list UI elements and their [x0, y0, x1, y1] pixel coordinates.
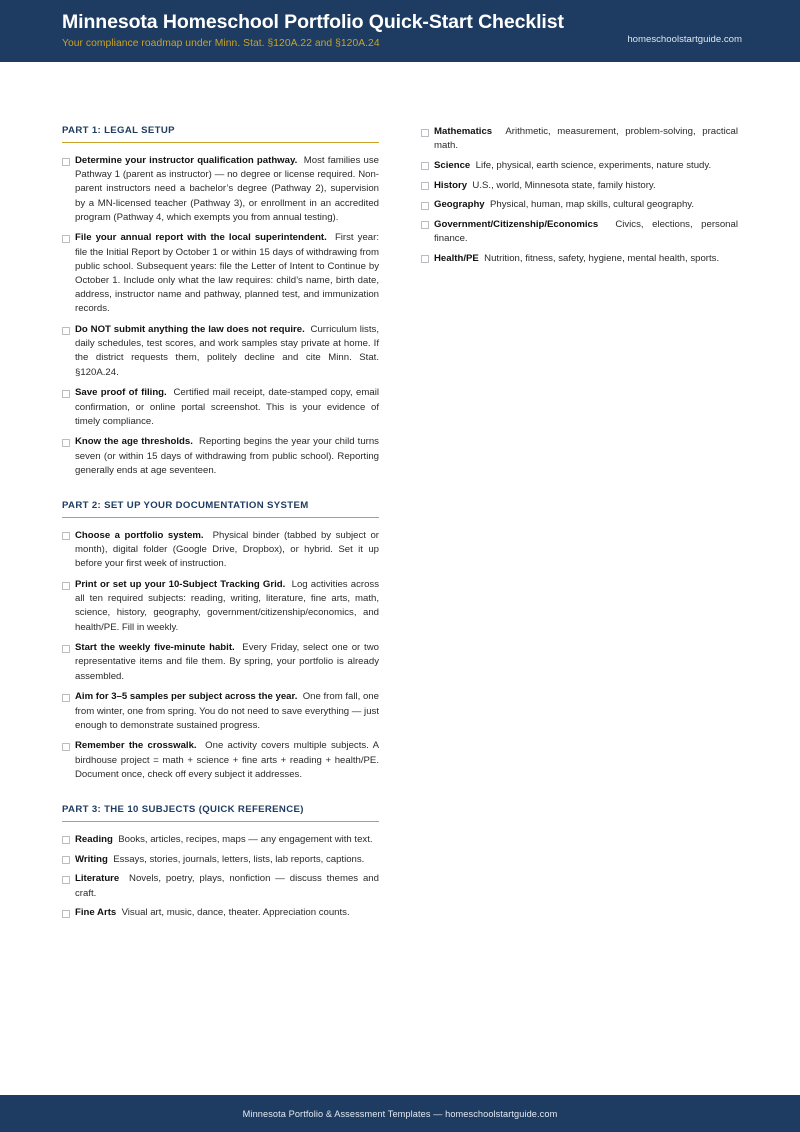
checklist-item-body: Books, articles, recipes, maps — any engagement with text. [118, 833, 373, 845]
checklist-item-body: Visual art, music, dance, theater. Appreciation counts. [121, 907, 350, 919]
checklist-item[interactable] [62, 323, 379, 380]
checklist-item-body: Every Friday, select one or two representative items and file them. By spring, your portfolio is already assembled. [75, 642, 379, 682]
checklist-item-lead: Start the weekly five-minute habit. [75, 642, 235, 654]
checklist-item-body: Most families use Pathway 1 (parent as instructor) — no degree or license required. Non-parent instructors need a bachelor’s degree (Pathway 2), supervision by a MN-licensed teacher (Pathway 3), or enrollment in an accredited program (Pathway 4, which exempts you from annual testing). [75, 155, 379, 223]
section-heading-part3: PART 3: THE 10 SUBJECTS (QUICK REFERENCE) [62, 804, 379, 822]
checkbox-icon[interactable] [62, 856, 70, 864]
checklist-item-lead: File your annual report with the local superintendent. [75, 232, 327, 244]
checkbox-icon[interactable] [62, 743, 70, 751]
checklist-item-lead: Reading [75, 833, 113, 845]
checklist-item-lead: Remember the crosswalk. [75, 740, 197, 752]
checklist-item-body: Curriculum lists, daily schedules, test scores, and work samples stay private at home. If the district requests them, politely decline and cite Minn. Stat. §120A.24. [75, 324, 379, 378]
checklist-item[interactable] [62, 386, 379, 429]
checklist-item-lead: Fine Arts [75, 907, 117, 919]
checklist-item-body: Novels, poetry, plays, nonfiction — discuss themes and craft. [75, 873, 379, 899]
checklist-item[interactable] [421, 125, 738, 153]
checklist-item[interactable] [62, 641, 379, 684]
checklist-item-lead: Writing [75, 853, 108, 865]
section-heading-part2: PART 2: SET UP YOUR DOCUMENTATION SYSTEM [62, 500, 379, 518]
checklist-item-text [434, 179, 738, 193]
checkbox-icon[interactable] [62, 910, 70, 918]
checklist-item[interactable] [62, 435, 379, 478]
checklist-item[interactable] [62, 690, 379, 733]
checkbox-icon[interactable] [62, 582, 70, 590]
checklist-item-lead: Science [434, 159, 471, 171]
checkbox-icon[interactable] [62, 327, 70, 335]
checklist-item-text [75, 853, 379, 867]
checkbox-icon[interactable] [62, 235, 70, 243]
checkbox-icon[interactable] [421, 202, 429, 210]
page-header [0, 0, 800, 62]
checklist-item-body: Life, physical, earth science, experiments, nature study. [475, 159, 712, 171]
checklist-item-body: Nutrition, fitness, safety, hygiene, mental health, sports. [484, 252, 720, 264]
checklist-item-body: Arithmetic, measurement, problem-solving, practical math. [434, 126, 738, 152]
page-footer [0, 1095, 800, 1132]
checklist-item-text [75, 690, 379, 733]
checkbox-icon[interactable] [62, 390, 70, 398]
checklist-item-lead: Print or set up your 10-Subject Tracking Grid. [75, 579, 286, 590]
checklist-item-body: Physical binder (tabbed by subject or month), digital folder (Google Drive, Dropbox), or hybrid. Set it up before your first week of instruction. [75, 529, 379, 570]
checklist-item-text [75, 435, 379, 478]
checklist-item-body: Civics, elections, personal finance. [434, 218, 738, 245]
checklist-item[interactable] [62, 906, 379, 920]
checkbox-icon[interactable] [421, 162, 429, 170]
checklist-item-body: Log activities across all ten required subjects: reading, writing, literature, fine arts, math, science, history, geography, government/citizenship/economics, and health/PE. Fill in weekly. [75, 579, 379, 633]
checklist-item-text [75, 833, 379, 847]
checklist-item-text [75, 739, 379, 782]
checklist-item-text [75, 386, 379, 429]
checklist-item-text [75, 154, 379, 225]
checklist-item-text [75, 578, 379, 635]
checklist-item-lead: Government/Citizenship/Economics [434, 218, 599, 230]
checklist-item-body: Reporting begins the year your child turns seven (or within 15 days of withdrawing from public school). Reporting generally ends at age seventeen. [75, 436, 379, 476]
checkbox-icon[interactable] [62, 158, 70, 166]
page-subtitle: Your compliance roadmap under Minn. Stat. §120A.22 and §120A.24 [62, 38, 380, 50]
checklist-item-text [434, 218, 738, 246]
checklist-item-lead: History [434, 179, 468, 191]
left-column [62, 125, 379, 926]
checklist-item-lead: Know the age thresholds. [75, 436, 193, 448]
checkbox-icon[interactable] [421, 255, 429, 263]
checkbox-icon[interactable] [62, 439, 70, 447]
checklist-item-text [75, 906, 379, 920]
checklist-item[interactable] [421, 218, 738, 246]
checklist-item[interactable] [62, 154, 379, 225]
checklist-item-text [434, 125, 738, 153]
checklist-item[interactable] [62, 231, 379, 316]
checklist-item-text [434, 198, 738, 212]
checklist-item-text [75, 323, 379, 380]
checklist-item-body: Essays, stories, journals, letters, lists, lab reports, captions. [113, 853, 365, 865]
checklist-item[interactable] [62, 739, 379, 782]
checklist-item-body: One activity covers multiple subjects. A birdhouse project = math + science + fine arts + reading + health/PE. Document once, check off every subject it addresses. [75, 740, 379, 780]
footer-text: Minnesota Portfolio & Assessment Templates — homeschoolstartguide.com [242, 1108, 558, 1119]
checklist-item-body: Certified mail receipt, date-stamped copy, email confirmation, or online portal screenshot. This is your evidence of timely compliance. [75, 387, 379, 427]
checklist-item-lead: Aim for 3–5 samples per subject across the year. [75, 691, 298, 703]
page-title: Minnesota Homeschool Portfolio Quick-Start Checklist [62, 11, 564, 33]
checklist-item-body: U.S., world, Minnesota state, family history. [472, 179, 656, 191]
section-heading-part1: PART 1: LEGAL SETUP [62, 125, 379, 143]
checklist-item[interactable] [62, 872, 379, 900]
checkbox-icon[interactable] [421, 129, 429, 137]
checklist-item[interactable] [421, 179, 738, 193]
right-column [421, 125, 738, 272]
checklist-item-text [75, 872, 379, 900]
checklist-item-lead: Save proof of filing. [75, 387, 167, 399]
checkbox-icon[interactable] [62, 532, 70, 540]
checkbox-icon[interactable] [62, 836, 70, 844]
checklist-item-text [434, 252, 738, 266]
checklist-item-lead: Mathematics [434, 126, 493, 137]
checklist-item-lead: Choose a portfolio system. [75, 529, 204, 541]
checklist-item-lead: Literature [75, 873, 120, 885]
checklist-item[interactable] [421, 252, 738, 266]
checklist-item[interactable] [62, 833, 379, 847]
checklist-item-text [75, 529, 379, 572]
checklist-item-text [75, 641, 379, 684]
checklist-item[interactable] [62, 529, 379, 572]
checkbox-icon[interactable] [62, 645, 70, 653]
checklist-item-body: Physical, human, map skills, cultural geography. [490, 199, 695, 211]
checklist-item-lead: Do NOT submit anything the law does not require. [75, 324, 305, 336]
checklist-item[interactable] [421, 159, 738, 173]
checklist-item[interactable] [421, 198, 738, 212]
checklist-item-lead: Geography [434, 199, 485, 211]
checkbox-icon[interactable] [421, 182, 429, 190]
checklist-item-lead: Health/PE [434, 252, 479, 264]
checklist-item-text [75, 231, 379, 316]
checkbox-icon[interactable] [62, 694, 70, 702]
checklist-item[interactable] [62, 578, 379, 635]
checklist-item-text [434, 159, 738, 173]
header-site-url: homeschoolstartguide.com [627, 34, 742, 45]
checkbox-icon[interactable] [62, 876, 70, 884]
two-column-layout [62, 125, 738, 926]
checkbox-icon[interactable] [421, 221, 429, 229]
checklist-item[interactable] [62, 853, 379, 867]
checklist-item-body: One from fall, one from winter, one from spring. You do not need to save everything — just enough to demonstrate sustained progress. [75, 691, 379, 731]
checklist-item-lead: Determine your instructor qualification pathway. [75, 155, 298, 166]
sheet-body [0, 62, 800, 1095]
checklist-item-body: First year: file the Initial Report by October 1 or within 15 days of withdrawing from public school. Subsequent years: file the Letter of Intent to Continue by October 1. Include only what the law requires: child’s name, birth date, address, instructor name and pathway, planned test, and immunization records. [75, 232, 379, 315]
